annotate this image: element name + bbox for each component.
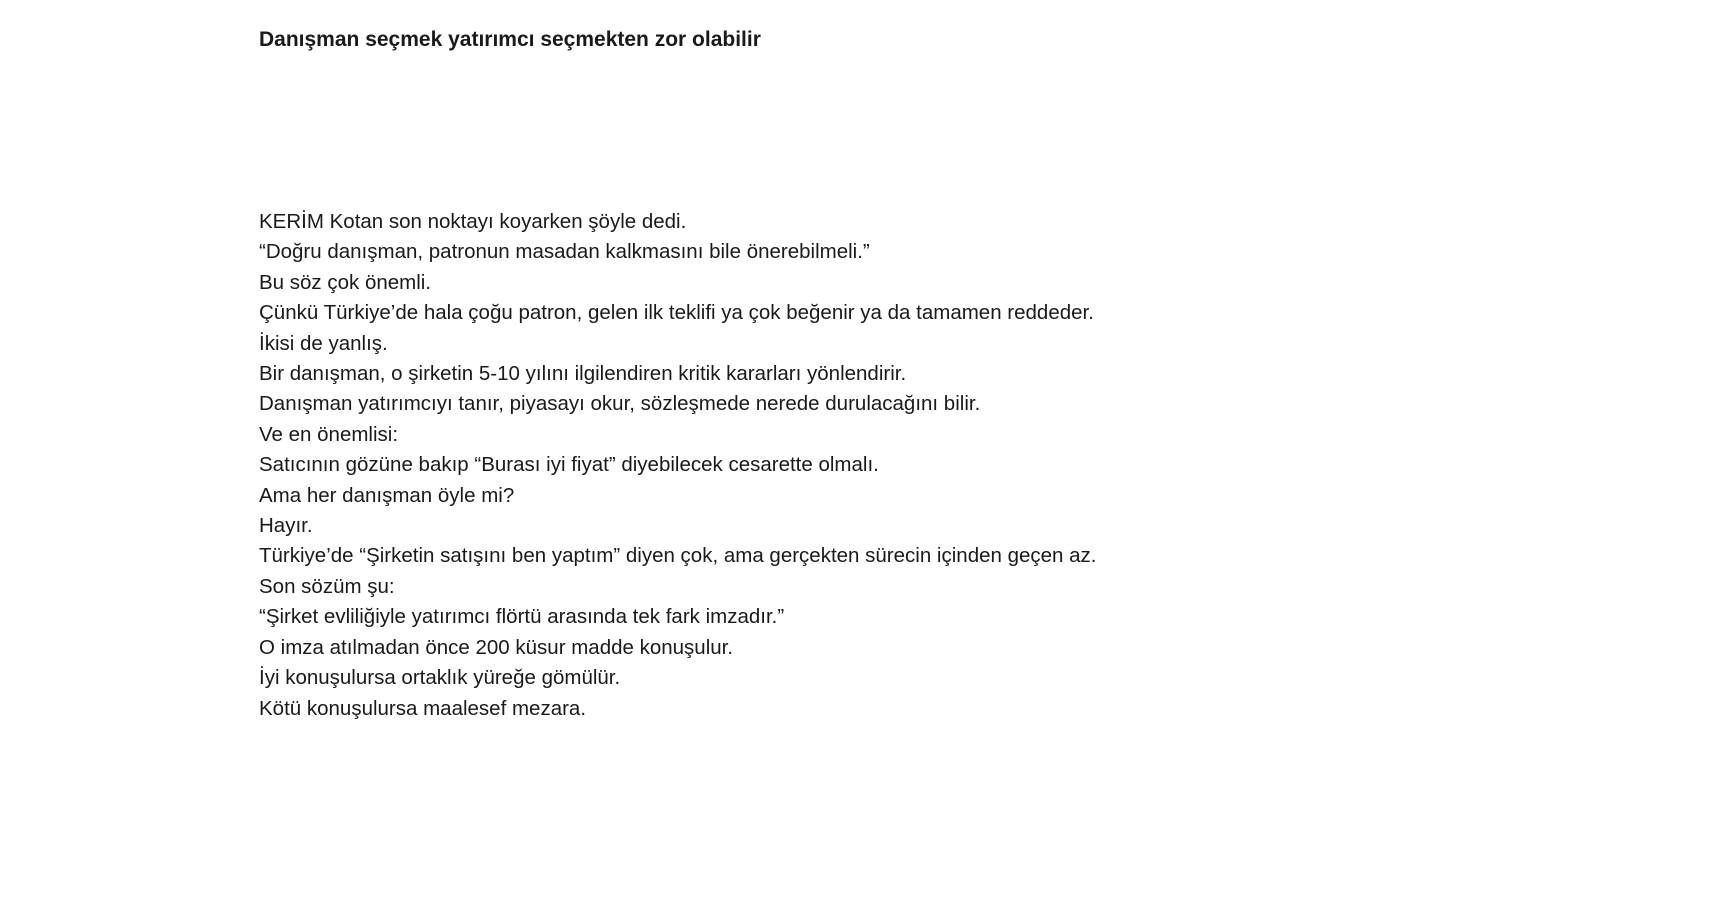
paragraph: Ve en önemlisi: [259,422,399,446]
article-title: Danışman seçmek yatırımcı seçmekten zor olabilir [259,28,761,51]
paragraph: Türkiye’de “Şirketin satışını ben yaptım” diyen çok, ama gerçekten sürecin içinden geçen az. [259,544,1097,568]
paragraph: Danışman yatırımcıyı tanır, piyasayı okur, sözleşmede nerede durulacağını bilir. [259,392,981,416]
paragraph: O imza atılmadan önce 200 küsur madde konuşulur. [259,635,734,659]
paragraph: İyi konuşulursa ortaklık yüreğe gömülür. [259,666,621,690]
paragraph: Kötü konuşulursa maalesef mezara. [259,696,587,720]
paragraph: KERİM Kotan son noktayı koyarken şöyle dedi. [259,210,687,233]
paragraph: Son sözüm şu: [259,574,395,598]
paragraph: Hayır. [259,514,313,538]
paragraph: “Doğru danışman, patronun masadan kalkmasını bile önerebilmeli.” [259,240,870,264]
paragraph: Bir danışman, o şirketin 5-10 yılını ilgilendiren kritik kararları yönlendirir. [259,362,907,386]
paragraph: “Şirket evliliğiyle yatırımcı flörtü arasında tek fark imzadır.” [259,605,785,629]
paragraph: Çünkü Türkiye’de hala çoğu patron, gelen ilk teklifi ya çok beğenir ya da tamamen reddeder. [259,301,1094,325]
paragraph: Ama her danışman öyle mi? [259,483,515,507]
paragraph: İkisi de yanlış. [259,331,388,355]
paragraph: Satıcının gözüne bakıp “Burası iyi fiyat” diyebilecek cesarette olmalı. [259,453,879,477]
article-body [259,207,1109,724]
paragraph: Bu söz çok önemli. [259,270,432,294]
